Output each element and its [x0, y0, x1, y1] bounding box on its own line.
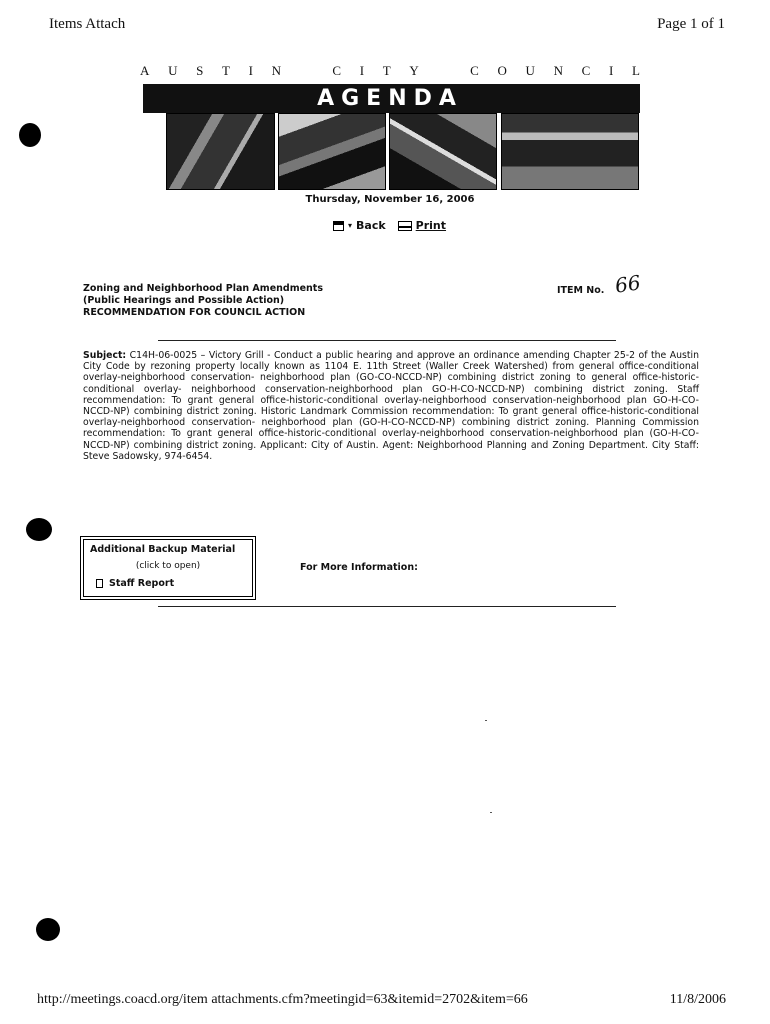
banner-photo-city-building [166, 113, 275, 190]
council-letter: U [168, 63, 178, 78]
section-recommendation: RECOMMENDATION FOR COUNCIL ACTION [83, 307, 306, 318]
council-letter: T [382, 63, 391, 78]
backup-material-hint: (click to open) [135, 561, 201, 571]
hole-punch-mark [26, 518, 52, 541]
agenda-section-heading [83, 283, 323, 319]
meeting-date: Thursday, November 16, 2006 [305, 194, 475, 205]
council-letter: N [553, 63, 563, 78]
footer-date: 11/8/2006 [669, 992, 726, 1007]
backup-material-title: Additional Backup Material [90, 544, 236, 555]
footer-url: http://meetings.coacd.org/item attachments.cfm?meetingid=63&itemid=2702&item=66 [37, 992, 528, 1007]
subject-text: C14H-06-0025 – Victory Grill - Conduct a public hearing and approve an ordinance amending Chapter 25-2 of the Austin City Code by rezoning property locally known as 1104 E. 11th Street (Waller Creek Watershed) from general office-conditional overlay-neighborhood conservation- neighborhood plan (GO-CO-NCCD-NP) combining district zoning to general office-historic-conditional overlay- neighborhood conservation-neighborhood plan GO-H-CO-NCCD-NP) combining district zoning. Staff recommendation: To grant general office-historic-conditional overlay-neighborhood conservation-neighborhood plan GO-H-CO-NCCD-NP) combining district zoning. Historic Landmark Commission recommendation: To grant general office-historic-conditional overlay-neighborhood conservation- neighborhood plan (GO-H-CO-NCCD-NP) combining district zoning. Planning Commission recommendation: To grant general office-historic-conditional overlay-neighborhood conservation-neighborhood plan (GO-H-CO-NCCD-NP) combining district zoning. Applicant: City of Austin. Agent: Neighborhood Planning and Zoning Department. City Staff: Steve Sadowsky, 974-6454. [83, 350, 699, 462]
council-letter: T [222, 63, 230, 78]
more-information-label: For More Information: [300, 562, 418, 573]
section-title: Zoning and Neighborhood Plan Amendments [83, 283, 323, 294]
council-letter: C [470, 63, 479, 78]
council-letter: I [609, 63, 614, 78]
page-header-title: Items Attach [49, 16, 126, 32]
back-dropdown-icon[interactable]: ▾ [348, 221, 353, 230]
section-subtitle: (Public Hearings and Possible Action) [83, 295, 285, 306]
hole-punch-mark [36, 918, 60, 941]
scan-speck [490, 812, 492, 813]
back-icon[interactable] [333, 221, 344, 231]
council-letter: C [332, 63, 342, 78]
scan-speck [485, 720, 487, 721]
council-letter: I [248, 63, 253, 78]
divider [158, 340, 616, 341]
page-nav [333, 219, 446, 232]
handwritten-item-number: 66 [613, 270, 642, 298]
banner-photo-skyline [501, 113, 639, 190]
austin-city-council-heading [140, 63, 640, 79]
page-number: Page 1 of 1 [657, 16, 725, 32]
council-letter: C [581, 63, 591, 78]
subject-label: Subject: [83, 350, 127, 361]
council-letter: L [632, 63, 640, 78]
subject-paragraph [83, 350, 699, 462]
divider [158, 606, 616, 607]
council-letter: A [140, 63, 150, 78]
back-link[interactable]: Back [356, 219, 386, 232]
council-letter: N [271, 63, 282, 78]
print-icon[interactable] [398, 221, 412, 231]
document-icon [96, 579, 103, 588]
banner-photo-street [389, 113, 497, 190]
staff-report-label[interactable]: Staff Report [109, 578, 175, 589]
council-letter: O [497, 63, 507, 78]
council-letter: Y [409, 63, 419, 78]
staff-report-link[interactable] [96, 578, 174, 589]
banner-photo-bridge [278, 113, 386, 190]
print-link[interactable]: Print [415, 219, 447, 232]
council-letter: U [525, 63, 535, 78]
council-letter: I [359, 63, 365, 78]
agenda-banner-title: AGENDA [317, 86, 463, 111]
hole-punch-mark [19, 123, 41, 147]
council-letter: S [196, 63, 204, 78]
item-number-label: ITEM No. [557, 285, 605, 296]
